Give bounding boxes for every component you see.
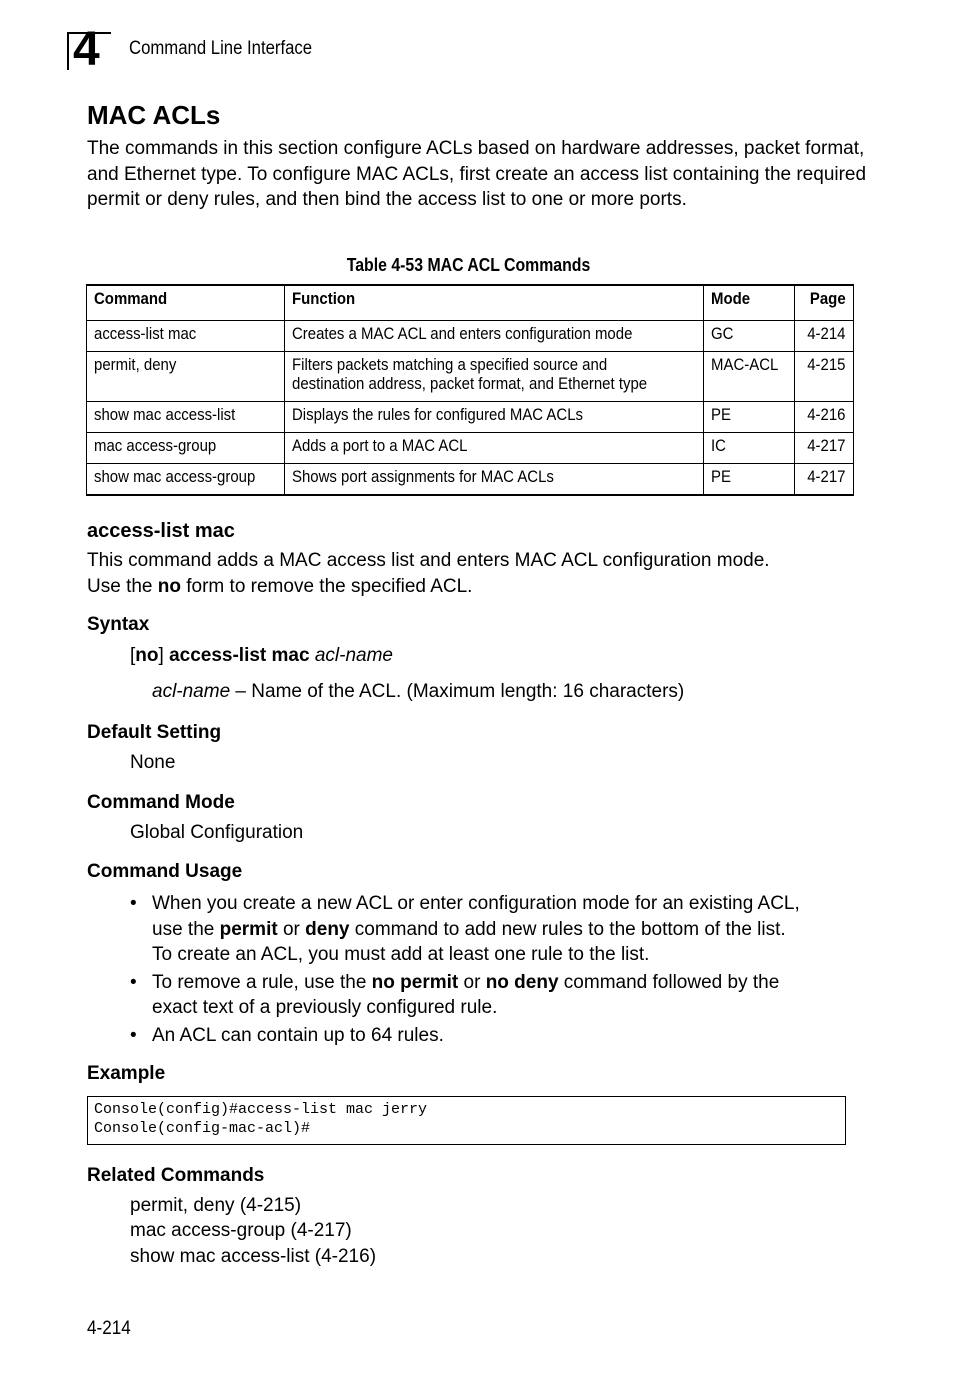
related-item: mac access-group (4-217) xyxy=(130,1220,352,1241)
cell-command: access-list mac xyxy=(87,321,285,352)
cell-mode: PE xyxy=(703,464,795,496)
default-value: None xyxy=(130,752,176,773)
list-item: • An ACL can contain up to 64 rules. xyxy=(130,1024,444,1046)
command-description: This command adds a MAC access list and enters MAC ACL configuration mode. Use the no form to remove the specified ACL. xyxy=(87,550,770,597)
usage-list xyxy=(130,891,850,1050)
cell-function: Adds a port to a MAC ACL xyxy=(285,433,704,464)
cell-page: 4-215 xyxy=(795,352,853,402)
header-command: Command xyxy=(87,285,285,321)
related-item: show mac access-list (4-216) xyxy=(130,1246,377,1267)
header-function: Function xyxy=(285,285,704,321)
chapter-number: 4 xyxy=(73,23,100,76)
default-heading: Default Setting xyxy=(87,722,222,743)
cell-page: 4-217 xyxy=(795,433,853,464)
table-header-row xyxy=(87,285,854,321)
section-intro: The commands in this section configure ACLs based on hardware addresses, packet format, and Ethernet type. To configure MAC ACLs, first create an access list containing the required permit or deny rules, and then bind the access list to one or more ports. xyxy=(87,138,867,210)
list-item: • To remove a rule, use the no permit or no deny command followed by the exact text of a previously configured rule. xyxy=(130,971,780,1018)
example-code-box xyxy=(87,1096,846,1145)
code-line: Console(config-mac-acl)# xyxy=(94,1120,311,1137)
page-number: 4-214 xyxy=(87,1318,131,1339)
list-item: • When you create a new ACL or enter configuration mode for an existing ACL, use the permit or deny command to add new rules to the bottom of the list. To create an ACL, you must add at least one rule to the list. xyxy=(130,893,800,965)
mac-acl-commands-table xyxy=(86,284,854,496)
section-title: MAC ACLs xyxy=(87,100,221,130)
cell-function: Shows port assignments for MAC ACLs xyxy=(285,464,704,496)
cell-page: 4-216 xyxy=(795,402,853,433)
related-heading: Related Commands xyxy=(87,1165,265,1186)
related-item: permit, deny (4-215) xyxy=(130,1195,302,1216)
code-line: Console(config)#access-list mac jerry xyxy=(94,1101,428,1118)
table-caption: Table 4-53 MAC ACL Commands xyxy=(346,255,591,275)
cell-mode: PE xyxy=(703,402,795,433)
mode-value: Global Configuration xyxy=(130,822,304,843)
cell-mode: IC xyxy=(703,433,795,464)
command-title: access-list mac xyxy=(87,520,235,542)
cell-page: 4-214 xyxy=(795,321,853,352)
cell-command: show mac access-list xyxy=(87,402,285,433)
cell-command: show mac access-group xyxy=(87,464,285,496)
cell-page: 4-217 xyxy=(795,464,853,496)
parameter-description: acl-name – Name of the ACL. (Maximum length: 16 characters) xyxy=(152,681,685,702)
header-page: Page xyxy=(795,285,853,321)
usage-heading: Command Usage xyxy=(87,861,243,882)
cell-mode: GC xyxy=(703,321,795,352)
mode-heading: Command Mode xyxy=(87,792,235,813)
cell-command: permit, deny xyxy=(87,352,285,402)
table-row xyxy=(87,402,854,433)
running-title: Command Line Interface xyxy=(129,38,313,59)
cell-function: Creates a MAC ACL and enters configuration mode xyxy=(285,321,704,352)
cell-mode: MAC-ACL xyxy=(703,352,795,402)
cell-function: Displays the rules for configured MAC ACLs xyxy=(285,402,704,433)
syntax-heading: Syntax xyxy=(87,614,150,635)
cell-command: mac access-group xyxy=(87,433,285,464)
table-row xyxy=(87,352,854,402)
chapter-marker xyxy=(67,23,109,76)
table-row xyxy=(87,321,854,352)
table-row xyxy=(87,433,854,464)
table-row xyxy=(87,464,854,496)
cell-function: Filters packets matching a specified source and destination address, packet format, and Ethernet type xyxy=(285,352,704,402)
example-heading: Example xyxy=(87,1063,166,1084)
header-mode: Mode xyxy=(703,285,795,321)
syntax-line: [no] access-list mac acl-name xyxy=(130,645,393,666)
